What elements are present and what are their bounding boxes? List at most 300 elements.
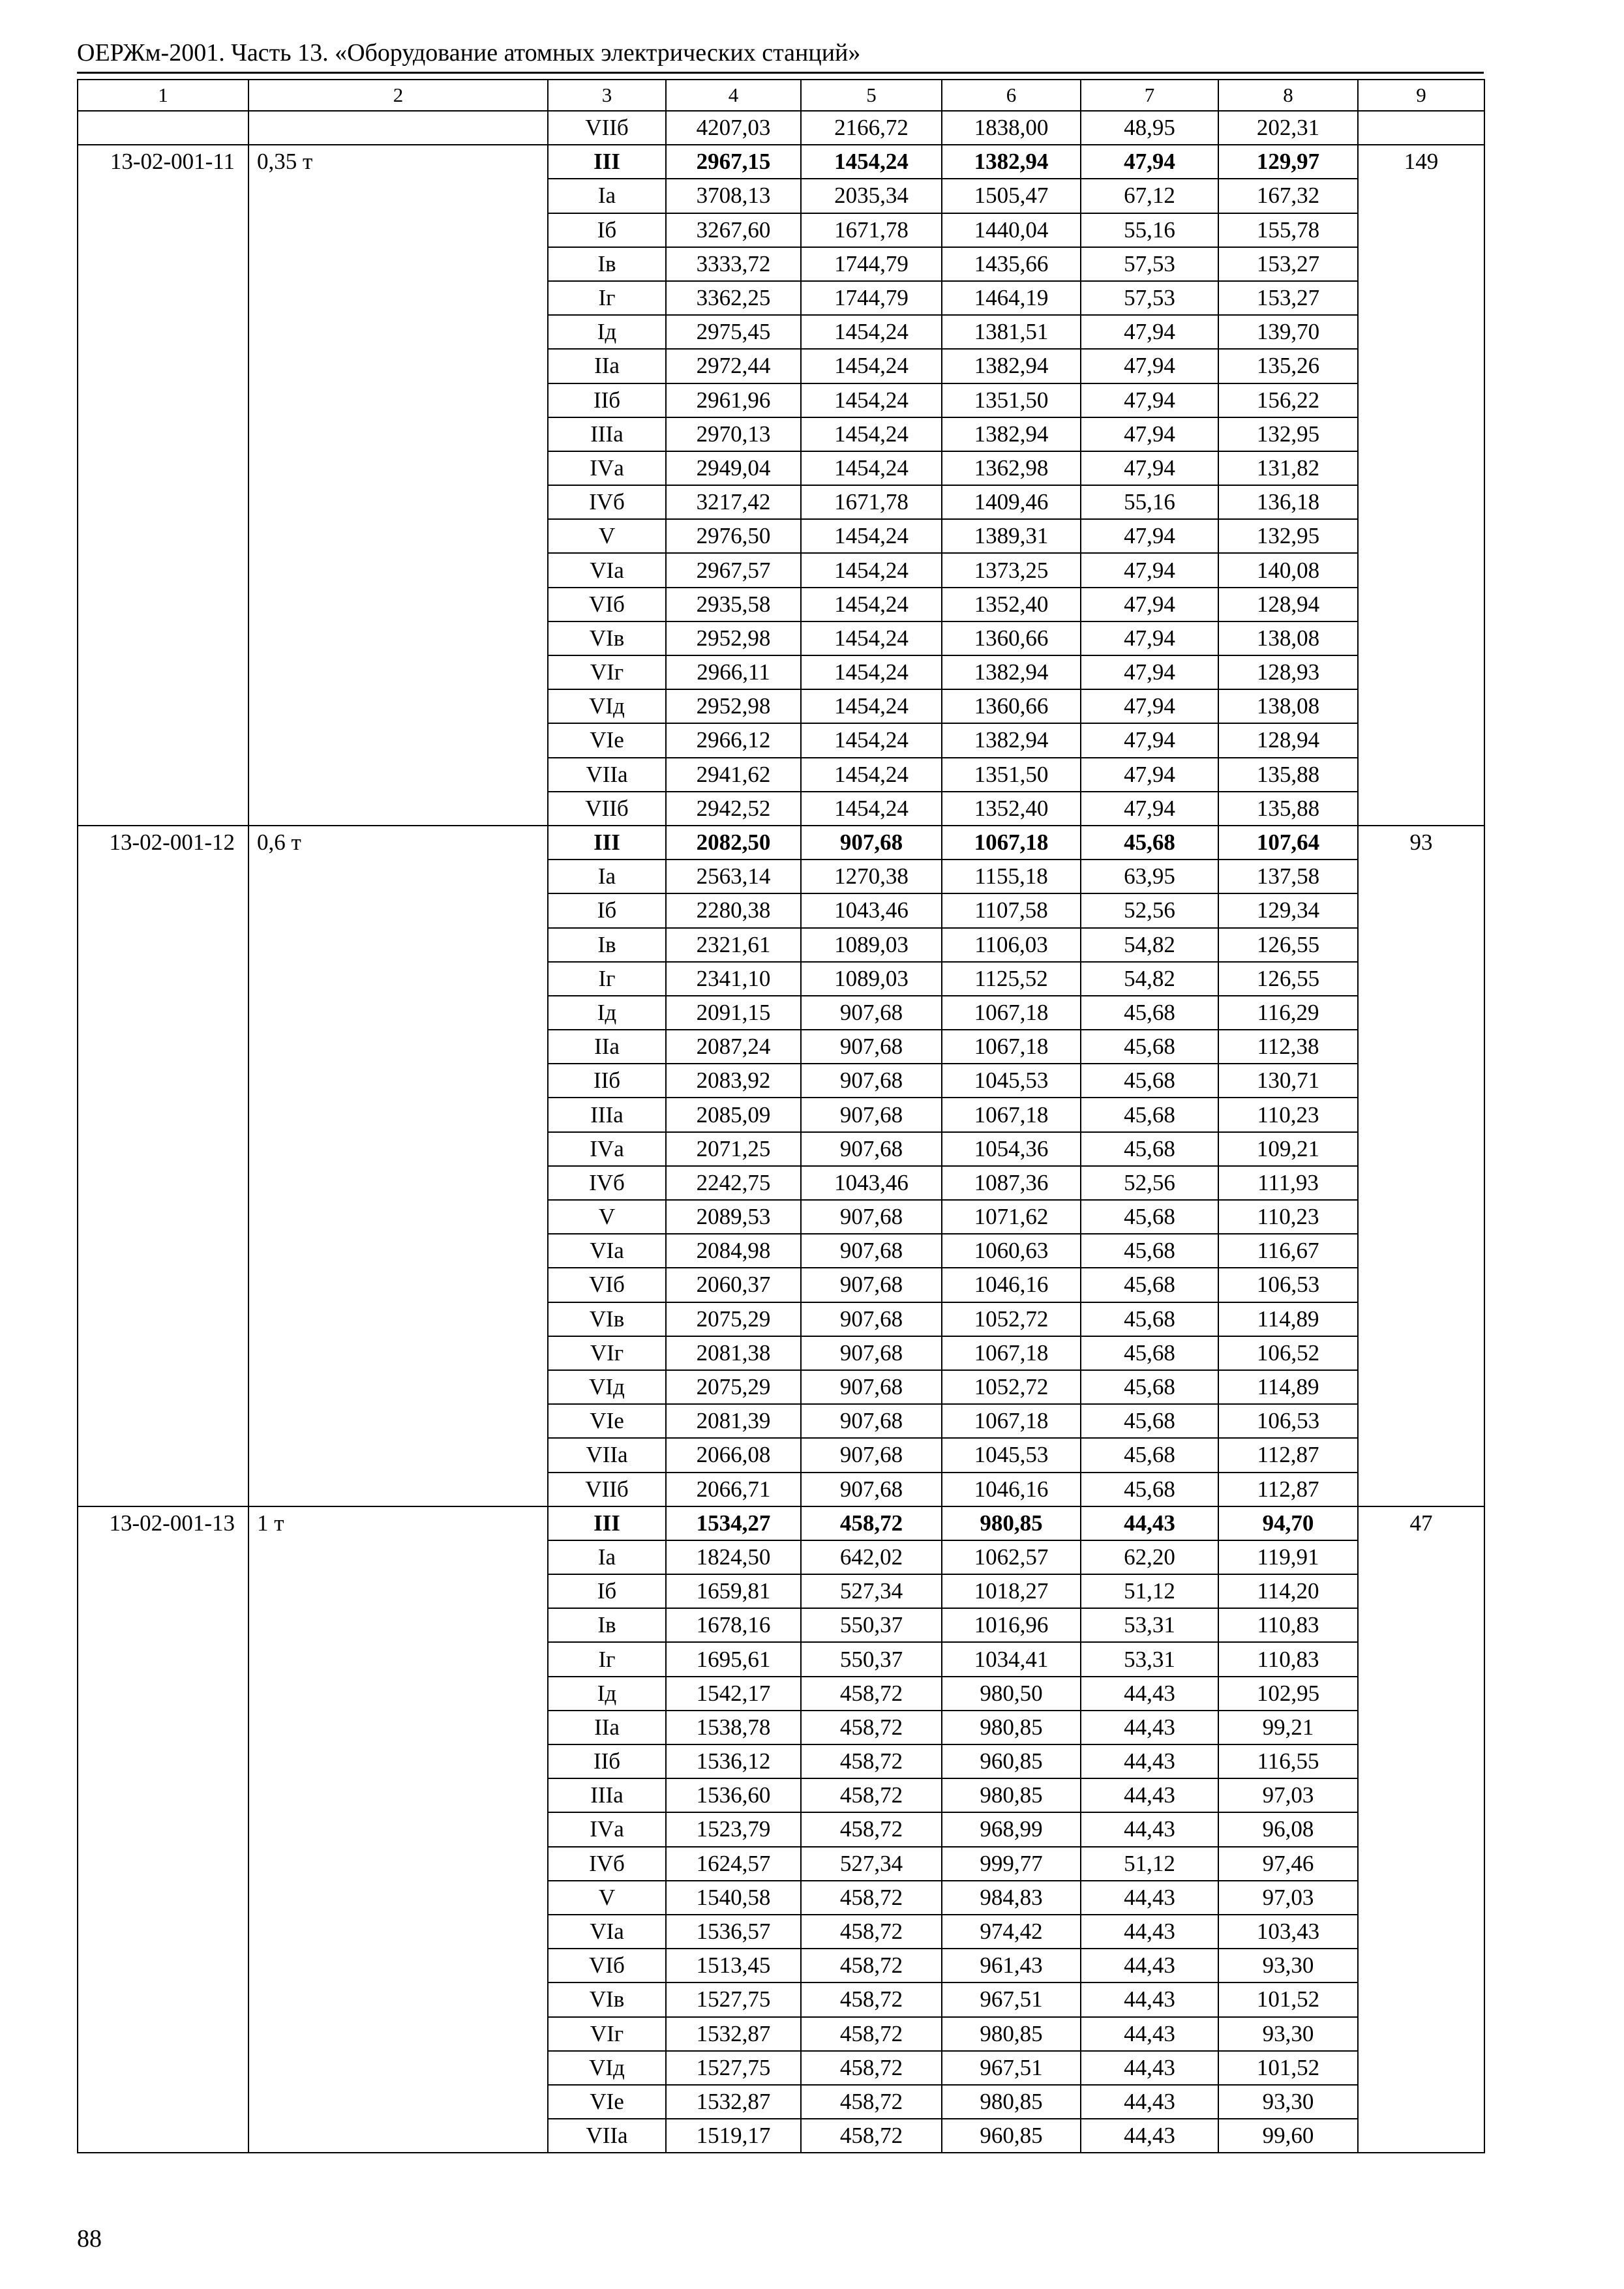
class-cell: IIIа bbox=[548, 417, 666, 451]
value-cell-col6: 1071,62 bbox=[942, 1200, 1081, 1234]
value-cell-col7: 57,53 bbox=[1081, 247, 1218, 281]
column-number-row bbox=[78, 80, 1484, 111]
value-cell-col7: 51,12 bbox=[1081, 1847, 1218, 1881]
value-cell-col4: 1536,57 bbox=[666, 1915, 801, 1949]
value-cell-col7: 47,94 bbox=[1081, 383, 1218, 417]
value-cell-col7: 53,31 bbox=[1081, 1642, 1218, 1676]
column-number-5: 5 bbox=[801, 80, 942, 111]
class-cell: V bbox=[548, 1881, 666, 1915]
value-cell-col5: 1454,24 bbox=[801, 349, 942, 383]
page-header-title: ОЕРЖм-2001. Часть 13. «Оборудование атомных электрических станций» bbox=[77, 39, 861, 67]
class-cell: VIа bbox=[548, 1915, 666, 1949]
value-cell-col7: 47,94 bbox=[1081, 349, 1218, 383]
value-cell-col7: 45,68 bbox=[1081, 1370, 1218, 1404]
value-cell-col5: 1744,79 bbox=[801, 247, 942, 281]
value-cell-col4: 2081,39 bbox=[666, 1404, 801, 1438]
value-cell-col4: 3267,60 bbox=[666, 213, 801, 247]
class-cell: VIг bbox=[548, 655, 666, 689]
value-cell-col6: 1067,18 bbox=[942, 1030, 1081, 1064]
value-cell-col6: 1106,03 bbox=[942, 928, 1081, 962]
value-cell-col4: 2563,14 bbox=[666, 860, 801, 893]
value-cell-col4: 2952,98 bbox=[666, 621, 801, 655]
value-cell-col7: 51,12 bbox=[1081, 1574, 1218, 1608]
value-cell-col4: 1824,50 bbox=[666, 1540, 801, 1574]
value-cell-col4: 1527,75 bbox=[666, 1982, 801, 2016]
value-cell-col7: 44,43 bbox=[1081, 2085, 1218, 2119]
value-cell-col6: 960,85 bbox=[942, 1744, 1081, 1778]
value-cell-col5: 458,72 bbox=[801, 2051, 942, 2085]
class-cell: Iд bbox=[548, 996, 666, 1030]
value-cell-col8: 99,21 bbox=[1218, 1711, 1358, 1744]
value-cell-col6: 999,77 bbox=[942, 1847, 1081, 1881]
value-cell-col8: 106,53 bbox=[1218, 1268, 1358, 1302]
value-cell-col6: 1067,18 bbox=[942, 826, 1081, 860]
class-cell: IVа bbox=[548, 451, 666, 485]
mass-cell: 0,35 т bbox=[248, 145, 548, 826]
value-cell-col6: 1034,41 bbox=[942, 1642, 1081, 1676]
value-cell-col7: 55,16 bbox=[1081, 485, 1218, 519]
value-cell-col7: 45,68 bbox=[1081, 1404, 1218, 1438]
value-cell-col8: 111,93 bbox=[1218, 1166, 1358, 1200]
class-cell: Iг bbox=[548, 1642, 666, 1676]
value-cell-col8: 135,26 bbox=[1218, 349, 1358, 383]
value-cell-col5: 1454,24 bbox=[801, 758, 942, 792]
value-cell-col7: 45,68 bbox=[1081, 1438, 1218, 1472]
class-cell: VIIа bbox=[548, 758, 666, 792]
value-cell-col7: 67,12 bbox=[1081, 179, 1218, 213]
value-cell-col8: 140,08 bbox=[1218, 553, 1358, 587]
value-cell-col4: 1542,17 bbox=[666, 1677, 801, 1711]
value-cell-col4: 2976,50 bbox=[666, 519, 801, 553]
value-cell-col4: 2949,04 bbox=[666, 451, 801, 485]
value-cell-col7: 45,68 bbox=[1081, 1234, 1218, 1268]
value-cell-col8: 94,70 bbox=[1218, 1506, 1358, 1540]
norm-code-cell bbox=[78, 111, 248, 145]
value-cell-col5: 550,37 bbox=[801, 1642, 942, 1676]
value-cell-col5: 527,34 bbox=[801, 1847, 942, 1881]
class-cell: III bbox=[548, 1506, 666, 1540]
value-cell-col8: 116,67 bbox=[1218, 1234, 1358, 1268]
value-cell-col5: 458,72 bbox=[801, 1915, 942, 1949]
column-number-1: 1 bbox=[78, 80, 248, 111]
value-cell-col5: 907,68 bbox=[801, 1234, 942, 1268]
value-cell-col7: 45,68 bbox=[1081, 1302, 1218, 1336]
class-cell: Iб bbox=[548, 213, 666, 247]
value-cell-col7: 47,94 bbox=[1081, 315, 1218, 349]
value-cell-col8: 93,30 bbox=[1218, 2017, 1358, 2051]
value-cell-col4: 1659,81 bbox=[666, 1574, 801, 1608]
value-cell-col5: 907,68 bbox=[801, 1098, 942, 1131]
class-cell: VIд bbox=[548, 1370, 666, 1404]
column-number-6: 6 bbox=[942, 80, 1081, 111]
value-cell-col8: 103,43 bbox=[1218, 1915, 1358, 1949]
value-cell-col6: 980,85 bbox=[942, 2085, 1081, 2119]
value-cell-col4: 2071,25 bbox=[666, 1132, 801, 1166]
value-cell-col7: 47,94 bbox=[1081, 723, 1218, 757]
class-cell: Iг bbox=[548, 962, 666, 996]
page-number: 88 bbox=[77, 2225, 102, 2252]
class-cell: IIа bbox=[548, 349, 666, 383]
value-cell-col8: 155,78 bbox=[1218, 213, 1358, 247]
value-cell-col7: 53,31 bbox=[1081, 1608, 1218, 1642]
value-cell-col8: 97,46 bbox=[1218, 1847, 1358, 1881]
class-cell: IVб bbox=[548, 1847, 666, 1881]
value-cell-col5: 1089,03 bbox=[801, 928, 942, 962]
value-cell-col5: 1454,24 bbox=[801, 621, 942, 655]
value-cell-col7: 44,43 bbox=[1081, 1778, 1218, 1812]
count-cell: 93 bbox=[1358, 826, 1484, 1506]
value-cell-col6: 1382,94 bbox=[942, 349, 1081, 383]
value-cell-col8: 202,31 bbox=[1218, 111, 1358, 145]
class-cell: VIIб bbox=[548, 792, 666, 826]
column-number-3: 3 bbox=[548, 80, 666, 111]
value-cell-col6: 1155,18 bbox=[942, 860, 1081, 893]
value-cell-col7: 45,68 bbox=[1081, 826, 1218, 860]
value-cell-col8: 139,70 bbox=[1218, 315, 1358, 349]
value-cell-col6: 1362,98 bbox=[942, 451, 1081, 485]
class-cell: Iа bbox=[548, 179, 666, 213]
value-cell-col4: 2081,38 bbox=[666, 1336, 801, 1370]
count-cell bbox=[1358, 111, 1484, 145]
class-cell: IIб bbox=[548, 1744, 666, 1778]
value-cell-col5: 1671,78 bbox=[801, 485, 942, 519]
value-cell-col7: 45,68 bbox=[1081, 1030, 1218, 1064]
value-cell-col7: 54,82 bbox=[1081, 962, 1218, 996]
value-cell-col6: 1046,16 bbox=[942, 1473, 1081, 1506]
value-cell-col4: 2952,98 bbox=[666, 689, 801, 723]
value-cell-col5: 1454,24 bbox=[801, 792, 942, 826]
value-cell-col5: 907,68 bbox=[801, 1336, 942, 1370]
class-cell: IIб bbox=[548, 383, 666, 417]
value-cell-col5: 1454,24 bbox=[801, 553, 942, 587]
value-cell-col6: 980,85 bbox=[942, 2017, 1081, 2051]
value-cell-col5: 458,72 bbox=[801, 1778, 942, 1812]
value-cell-col5: 907,68 bbox=[801, 1200, 942, 1234]
class-cell: V bbox=[548, 519, 666, 553]
value-cell-col8: 131,82 bbox=[1218, 451, 1358, 485]
norm-code-cell: 13-02-001-11 bbox=[78, 145, 248, 826]
class-cell: VIд bbox=[548, 2051, 666, 2085]
value-cell-col4: 1519,17 bbox=[666, 2119, 801, 2153]
value-cell-col4: 2083,92 bbox=[666, 1064, 801, 1098]
value-cell-col5: 458,72 bbox=[801, 1711, 942, 1744]
class-cell: VIб bbox=[548, 1949, 666, 1982]
value-cell-col6: 1087,36 bbox=[942, 1166, 1081, 1200]
value-cell-col6: 967,51 bbox=[942, 1982, 1081, 2016]
value-cell-col8: 132,95 bbox=[1218, 417, 1358, 451]
value-cell-col8: 106,53 bbox=[1218, 1404, 1358, 1438]
class-cell: VIе bbox=[548, 2085, 666, 2119]
value-cell-col8: 153,27 bbox=[1218, 281, 1358, 315]
value-cell-col6: 1067,18 bbox=[942, 1336, 1081, 1370]
class-cell: Iв bbox=[548, 247, 666, 281]
value-cell-col6: 1352,40 bbox=[942, 588, 1081, 621]
value-cell-col8: 156,22 bbox=[1218, 383, 1358, 417]
value-cell-col5: 458,72 bbox=[801, 1677, 942, 1711]
column-number-4: 4 bbox=[666, 80, 801, 111]
class-cell: VIIа bbox=[548, 1438, 666, 1472]
value-cell-col8: 138,08 bbox=[1218, 621, 1358, 655]
value-cell-col8: 101,52 bbox=[1218, 1982, 1358, 2016]
value-cell-col7: 47,94 bbox=[1081, 588, 1218, 621]
value-cell-col4: 2966,12 bbox=[666, 723, 801, 757]
value-cell-col6: 1067,18 bbox=[942, 1404, 1081, 1438]
value-cell-col8: 112,87 bbox=[1218, 1473, 1358, 1506]
value-cell-col5: 527,34 bbox=[801, 1574, 942, 1608]
value-cell-col7: 45,68 bbox=[1081, 1064, 1218, 1098]
value-cell-col8: 114,89 bbox=[1218, 1302, 1358, 1336]
value-cell-col4: 1513,45 bbox=[666, 1949, 801, 1982]
class-cell: Iа bbox=[548, 1540, 666, 1574]
value-cell-col8: 110,23 bbox=[1218, 1200, 1358, 1234]
value-cell-col4: 2066,08 bbox=[666, 1438, 801, 1472]
value-cell-col4: 2082,50 bbox=[666, 826, 801, 860]
value-cell-col7: 47,94 bbox=[1081, 792, 1218, 826]
value-cell-col5: 458,72 bbox=[801, 1506, 942, 1540]
count-cell: 47 bbox=[1358, 1506, 1484, 2153]
value-cell-col4: 2321,61 bbox=[666, 928, 801, 962]
value-cell-col8: 116,29 bbox=[1218, 996, 1358, 1030]
value-cell-col5: 1671,78 bbox=[801, 213, 942, 247]
value-cell-col7: 47,94 bbox=[1081, 519, 1218, 553]
value-cell-col5: 907,68 bbox=[801, 826, 942, 860]
value-cell-col8: 137,58 bbox=[1218, 860, 1358, 893]
value-cell-col5: 2035,34 bbox=[801, 179, 942, 213]
value-cell-col5: 458,72 bbox=[801, 2085, 942, 2119]
value-cell-col5: 907,68 bbox=[801, 1404, 942, 1438]
value-cell-col8: 167,32 bbox=[1218, 179, 1358, 213]
value-cell-col5: 1454,24 bbox=[801, 315, 942, 349]
value-cell-col4: 1532,87 bbox=[666, 2017, 801, 2051]
value-cell-col6: 1382,94 bbox=[942, 655, 1081, 689]
value-cell-col8: 97,03 bbox=[1218, 1778, 1358, 1812]
value-cell-col7: 63,95 bbox=[1081, 860, 1218, 893]
value-cell-col7: 54,82 bbox=[1081, 928, 1218, 962]
class-cell: IVб bbox=[548, 485, 666, 519]
value-cell-col6: 980,85 bbox=[942, 1506, 1081, 1540]
value-cell-col6: 1505,47 bbox=[942, 179, 1081, 213]
value-cell-col7: 62,20 bbox=[1081, 1540, 1218, 1574]
class-cell: VIа bbox=[548, 553, 666, 587]
value-cell-col6: 1409,46 bbox=[942, 485, 1081, 519]
value-cell-col7: 44,43 bbox=[1081, 1881, 1218, 1915]
value-cell-col4: 2970,13 bbox=[666, 417, 801, 451]
value-cell-col4: 3362,25 bbox=[666, 281, 801, 315]
value-cell-col6: 1067,18 bbox=[942, 1098, 1081, 1131]
value-cell-col7: 44,43 bbox=[1081, 1677, 1218, 1711]
value-cell-col7: 44,43 bbox=[1081, 2017, 1218, 2051]
value-cell-col6: 1060,63 bbox=[942, 1234, 1081, 1268]
value-cell-col5: 1744,79 bbox=[801, 281, 942, 315]
value-cell-col5: 1454,24 bbox=[801, 417, 942, 451]
value-cell-col8: 126,55 bbox=[1218, 962, 1358, 996]
value-cell-col6: 1373,25 bbox=[942, 553, 1081, 587]
value-cell-col4: 3708,13 bbox=[666, 179, 801, 213]
table-row bbox=[78, 111, 1484, 145]
class-cell: Iа bbox=[548, 860, 666, 893]
value-cell-col4: 1536,12 bbox=[666, 1744, 801, 1778]
value-cell-col8: 114,89 bbox=[1218, 1370, 1358, 1404]
value-cell-col7: 47,94 bbox=[1081, 758, 1218, 792]
value-cell-col8: 129,97 bbox=[1218, 145, 1358, 179]
value-cell-col7: 47,94 bbox=[1081, 553, 1218, 587]
value-cell-col7: 44,43 bbox=[1081, 1744, 1218, 1778]
class-cell: Iв bbox=[548, 1608, 666, 1642]
value-cell-col5: 907,68 bbox=[801, 1302, 942, 1336]
value-cell-col4: 2084,98 bbox=[666, 1234, 801, 1268]
value-cell-col6: 974,42 bbox=[942, 1915, 1081, 1949]
value-cell-col8: 114,20 bbox=[1218, 1574, 1358, 1608]
value-cell-col8: 153,27 bbox=[1218, 247, 1358, 281]
table-row bbox=[78, 1506, 1484, 1540]
value-cell-col4: 2091,15 bbox=[666, 996, 801, 1030]
value-cell-col5: 1043,46 bbox=[801, 1166, 942, 1200]
value-cell-col5: 1454,24 bbox=[801, 451, 942, 485]
value-cell-col4: 1527,75 bbox=[666, 2051, 801, 2085]
class-cell: VIа bbox=[548, 1234, 666, 1268]
value-cell-col6: 984,83 bbox=[942, 1881, 1081, 1915]
value-cell-col6: 1435,66 bbox=[942, 247, 1081, 281]
value-cell-col4: 1695,61 bbox=[666, 1642, 801, 1676]
norm-code-cell: 13-02-001-12 bbox=[78, 826, 248, 1506]
value-cell-col8: 102,95 bbox=[1218, 1677, 1358, 1711]
value-cell-col8: 135,88 bbox=[1218, 792, 1358, 826]
class-cell: Iд bbox=[548, 1677, 666, 1711]
class-cell: VIб bbox=[548, 588, 666, 621]
header-rule bbox=[77, 72, 1484, 74]
value-cell-col8: 129,34 bbox=[1218, 893, 1358, 927]
value-cell-col4: 2075,29 bbox=[666, 1302, 801, 1336]
value-cell-col4: 2242,75 bbox=[666, 1166, 801, 1200]
value-cell-col6: 1046,16 bbox=[942, 1268, 1081, 1302]
column-number-9: 9 bbox=[1358, 80, 1484, 111]
class-cell: VIв bbox=[548, 1982, 666, 2016]
column-number-8: 8 bbox=[1218, 80, 1358, 111]
value-cell-col7: 47,94 bbox=[1081, 655, 1218, 689]
value-cell-col5: 1454,24 bbox=[801, 383, 942, 417]
value-cell-col8: 112,38 bbox=[1218, 1030, 1358, 1064]
value-cell-col7: 44,43 bbox=[1081, 2119, 1218, 2153]
value-cell-col6: 1382,94 bbox=[942, 145, 1081, 179]
value-cell-col8: 128,94 bbox=[1218, 588, 1358, 621]
class-cell: IIIа bbox=[548, 1778, 666, 1812]
table-row bbox=[78, 826, 1484, 860]
value-cell-col6: 1054,36 bbox=[942, 1132, 1081, 1166]
value-cell-col5: 1454,24 bbox=[801, 519, 942, 553]
value-cell-col6: 1382,94 bbox=[942, 417, 1081, 451]
value-cell-col5: 1454,24 bbox=[801, 655, 942, 689]
value-cell-col8: 93,30 bbox=[1218, 2085, 1358, 2119]
value-cell-col7: 45,68 bbox=[1081, 1200, 1218, 1234]
value-cell-col6: 1360,66 bbox=[942, 621, 1081, 655]
value-cell-col6: 1464,19 bbox=[942, 281, 1081, 315]
value-cell-col7: 52,56 bbox=[1081, 1166, 1218, 1200]
value-cell-col7: 44,43 bbox=[1081, 1506, 1218, 1540]
value-cell-col7: 45,68 bbox=[1081, 996, 1218, 1030]
value-cell-col8: 93,30 bbox=[1218, 1949, 1358, 1982]
value-cell-col5: 550,37 bbox=[801, 1608, 942, 1642]
class-cell: VIе bbox=[548, 1404, 666, 1438]
value-cell-col8: 106,52 bbox=[1218, 1336, 1358, 1370]
value-cell-col4: 2085,09 bbox=[666, 1098, 801, 1131]
class-cell: IVа bbox=[548, 1132, 666, 1166]
value-cell-col7: 44,43 bbox=[1081, 1812, 1218, 1846]
value-cell-col8: 110,83 bbox=[1218, 1608, 1358, 1642]
value-cell-col8: 128,94 bbox=[1218, 723, 1358, 757]
class-cell: VIв bbox=[548, 621, 666, 655]
value-cell-col8: 99,60 bbox=[1218, 2119, 1358, 2153]
class-cell: III bbox=[548, 145, 666, 179]
column-number-7: 7 bbox=[1081, 80, 1218, 111]
value-cell-col4: 2089,53 bbox=[666, 1200, 801, 1234]
value-cell-col5: 458,72 bbox=[801, 2119, 942, 2153]
value-cell-col5: 1454,24 bbox=[801, 689, 942, 723]
value-cell-col5: 1089,03 bbox=[801, 962, 942, 996]
norm-code-cell: 13-02-001-13 bbox=[78, 1506, 248, 2153]
value-cell-col8: 110,23 bbox=[1218, 1098, 1358, 1131]
value-cell-col5: 458,72 bbox=[801, 1982, 942, 2016]
value-cell-col5: 907,68 bbox=[801, 1473, 942, 1506]
value-cell-col8: 109,21 bbox=[1218, 1132, 1358, 1166]
class-cell: III bbox=[548, 826, 666, 860]
value-cell-col7: 44,43 bbox=[1081, 1949, 1218, 1982]
value-cell-col8: 116,55 bbox=[1218, 1744, 1358, 1778]
class-cell: IIб bbox=[548, 1064, 666, 1098]
value-cell-col5: 907,68 bbox=[801, 1064, 942, 1098]
value-cell-col8: 107,64 bbox=[1218, 826, 1358, 860]
value-cell-col4: 2280,38 bbox=[666, 893, 801, 927]
class-cell: Iв bbox=[548, 928, 666, 962]
class-cell: VIIб bbox=[548, 111, 666, 145]
value-cell-col7: 47,94 bbox=[1081, 621, 1218, 655]
value-cell-col4: 1624,57 bbox=[666, 1847, 801, 1881]
class-cell: IIа bbox=[548, 1030, 666, 1064]
value-cell-col4: 2975,45 bbox=[666, 315, 801, 349]
value-cell-col7: 48,95 bbox=[1081, 111, 1218, 145]
value-cell-col7: 57,53 bbox=[1081, 281, 1218, 315]
value-cell-col7: 45,68 bbox=[1081, 1336, 1218, 1370]
value-cell-col7: 44,43 bbox=[1081, 1915, 1218, 1949]
value-cell-col6: 1125,52 bbox=[942, 962, 1081, 996]
value-cell-col5: 2166,72 bbox=[801, 111, 942, 145]
value-cell-col6: 1045,53 bbox=[942, 1438, 1081, 1472]
value-cell-col4: 1540,58 bbox=[666, 1881, 801, 1915]
value-cell-col7: 47,94 bbox=[1081, 145, 1218, 179]
value-cell-col4: 1538,78 bbox=[666, 1711, 801, 1744]
column-number-2: 2 bbox=[248, 80, 548, 111]
value-cell-col6: 980,85 bbox=[942, 1711, 1081, 1744]
value-cell-col7: 47,94 bbox=[1081, 689, 1218, 723]
value-cell-col7: 44,43 bbox=[1081, 1711, 1218, 1744]
value-cell-col8: 130,71 bbox=[1218, 1064, 1358, 1098]
value-cell-col8: 119,91 bbox=[1218, 1540, 1358, 1574]
value-cell-col6: 1016,96 bbox=[942, 1608, 1081, 1642]
class-cell: Iд bbox=[548, 315, 666, 349]
class-cell: VIIа bbox=[548, 2119, 666, 2153]
value-cell-col8: 132,95 bbox=[1218, 519, 1358, 553]
value-cell-col7: 44,43 bbox=[1081, 2051, 1218, 2085]
mass-cell: 1 т bbox=[248, 1506, 548, 2153]
value-cell-col5: 1454,24 bbox=[801, 588, 942, 621]
value-cell-col6: 1052,72 bbox=[942, 1370, 1081, 1404]
mass-cell: 0,6 т bbox=[248, 826, 548, 1506]
value-cell-col6: 1067,18 bbox=[942, 996, 1081, 1030]
value-cell-col4: 2935,58 bbox=[666, 588, 801, 621]
value-cell-col7: 45,68 bbox=[1081, 1132, 1218, 1166]
value-cell-col4: 2967,57 bbox=[666, 553, 801, 587]
value-cell-col5: 907,68 bbox=[801, 996, 942, 1030]
value-cell-col8: 112,87 bbox=[1218, 1438, 1358, 1472]
